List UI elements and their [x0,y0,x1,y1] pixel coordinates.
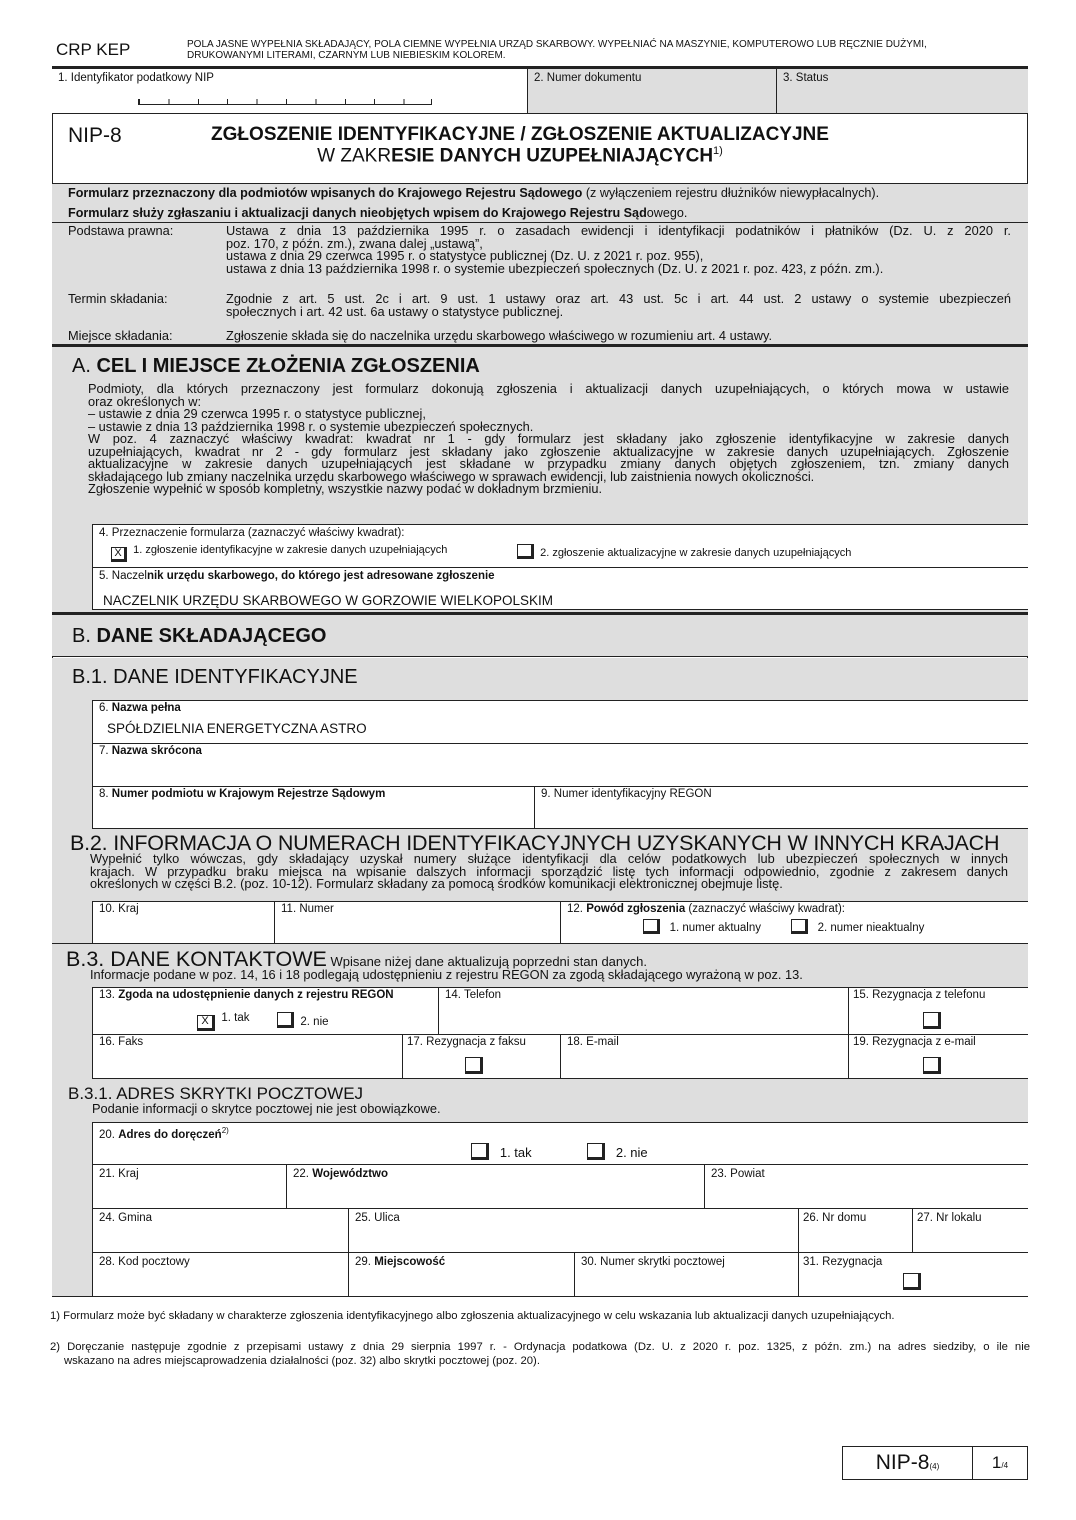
krs-number-label-bold: Numer podmiotu w Krajowym Rejestrze Sądowym [111,788,386,800]
phone-resign-checkbox[interactable] [923,1012,941,1029]
section-b31-title: B.3.1. ADRES SKRYTKI POCZTOWEJ [68,1084,364,1103]
page-number [973,1447,1027,1479]
page-total: /4 [1001,1461,1009,1470]
email-field[interactable] [560,1034,848,1079]
phone-resign-field [848,987,1028,1034]
consent-label-pre: 13. [99,989,119,1001]
footer-form-code [843,1447,973,1479]
intro-line2-rest: owego. [646,206,688,220]
po-box-field[interactable] [574,1252,798,1297]
form-bottom-rule [52,1296,1028,1297]
house-number-label: 26. Nr domu [803,1212,867,1224]
intro-block [52,184,1028,344]
consent-no-label: 2. nie [300,1016,329,1028]
legal-basis-label: Podstawa prawna: [68,223,174,238]
section-b31-info: Podanie informacji o skrytce pocztowej nie jest obowiązkowe. [92,1101,441,1116]
delivery-address-label-bold: Adres do doręczeń [118,1128,222,1141]
section-b1-title: B.1. DANE IDENTYFIKACYJNE [72,666,358,688]
purpose-option-1[interactable] [111,544,447,562]
street-field[interactable] [348,1208,798,1252]
phone-label: 14. Telefon [445,989,502,1001]
short-name-label-bold: Nazwa skrócona [111,745,202,757]
purpose-field [92,524,1028,568]
tax-office-field[interactable] [92,568,1028,610]
short-name-label-pre: 7. [99,745,112,757]
purpose-option-1-checkbox[interactable]: X [111,547,127,562]
tax-office-label-pre: 5. Naczel [99,570,147,582]
municipality-field[interactable] [92,1208,348,1252]
tax-office-label [99,570,495,583]
footer-form-version: (4) [929,1462,940,1471]
section-a-instructions [88,383,1009,496]
deadline-line1: Zgodnie z art. 5 ust. 2c i art. 9 ust. 1 ustawy oraz art. 43 ust. 5c i art. 44 ust. 2 ustawy o systemie ubezpieczeń [226,291,1011,306]
section-b-header [52,615,1028,657]
purpose-option-1-label: 1. zgłoszenie identyfikacyjne w zakresie danych uzupełniających [133,544,448,556]
place-label: Miejsce składania: [68,328,173,343]
apartment-number-label: 27. Nr lokalu [917,1212,982,1224]
short-name-field[interactable] [92,743,1028,786]
fill-instructions-line1: POLA JASNE WYPEŁNIA SKŁADAJĄCY, POLA CIEMNE WYPEŁNIA URZĄD SKARBOWY. WYPEŁNIAĆ NA MASZYNIE, KOMPUTEROWO LUB RĘCZNIE DUŻYMI, [187,39,927,50]
purpose-label: 4. Przeznaczenie formularza (zaznaczyć właściwy kwadrat): [99,527,405,539]
tax-office-label-bold: nik urzędu skarbowego, do którego jest adresowane zgłoszenie [146,570,495,582]
reason-option-1[interactable] [643,919,761,934]
nip-field[interactable] [52,69,528,114]
consent-field [92,987,438,1034]
street-label: 25. Ulica [355,1212,400,1224]
section-a-title-bold: CEL I MIEJSCE ZŁOŻENIA ZGŁOSZENIA [96,355,480,377]
reason-label [567,903,845,916]
deadline-text [226,293,1011,318]
footer-form-name: NIP-8 [875,1451,930,1474]
legal-basis-line3: ustawa z dnia 29 czerwca 1995 r. o statystyce publicznej (Dz. U. z 2021 r. poz. 955), [226,248,704,263]
section-a-line9: Zgłoszenie wypełnić w sposób kompletny, wszystkie nazwy podać w dokładnym brzmieniu. [88,481,602,496]
country-field-b2[interactable] [92,901,274,943]
intro-line2 [68,206,687,220]
section-b3-title-note: Wpisane niżej dane aktualizują poprzedni stan danych. [326,954,647,969]
reason-option-1-checkbox[interactable] [643,919,660,934]
municipality-label: 24. Gmina [99,1212,153,1224]
section-b-title-pre: B. [72,625,97,647]
reason-label-rest: (zaznaczyć właściwy kwadrat): [685,903,845,915]
section-a-line5: W poz. 4 zaznaczyć właściwy kwadrat: kwadrat nr 1 - gdy formularz jest składany jako zgłoszenie identyfikacyjne w zakresie danych [88,431,1009,446]
purpose-option-2[interactable] [517,544,851,559]
district-label: 23. Powiat [711,1168,765,1180]
fill-instructions [187,40,927,61]
reason-label-pre: 12. [567,903,587,915]
footnote-ref-2: 2) [221,1126,229,1135]
page-footer-box [842,1446,1028,1480]
delivery-yes-checkbox[interactable] [471,1143,489,1160]
voivodeship-field[interactable] [286,1164,704,1208]
legal-basis-line1: Ustawa z dnia 13 października 1995 r. o zasadach ewidencji i identyfikacji podatników i płatników (Dz. U. z 2020 r. [226,223,1011,238]
district-field[interactable] [704,1164,1028,1208]
footnote-2 [50,1340,1030,1368]
phone-field[interactable] [438,987,848,1034]
section-a [52,347,1028,612]
status-label: 3. Status [783,72,829,84]
full-name-label-pre: 6. [99,702,112,714]
delivery-address-label-pre: 20. [99,1128,119,1141]
full-name-field[interactable] [92,700,1028,743]
section-b2-title: B.2. INFORMACJA O NUMERACH IDENTYFIKACYJNYCH UZYSKANYCH W INNYCH KRAJACH [70,831,1000,855]
email-resign-checkbox[interactable] [923,1057,941,1074]
title-line2 [170,145,870,167]
country-label-b2: 10. Kraj [99,903,139,915]
title-block [52,114,1028,184]
po-box-label: 30. Numer skrytki pocztowej [581,1256,725,1268]
consent-yes-checkbox[interactable]: X [197,1015,215,1031]
consent-option-no[interactable] [277,1012,329,1028]
krs-number-label-pre: 8. [99,788,112,800]
deadline-label: Termin składania: [68,291,168,306]
phone-resign-label: 15. Rezygnacja z telefonu [853,989,986,1001]
section-b1-header [52,658,1028,700]
email-resign-label: 19. Rezygnacja z e-mail [853,1036,976,1048]
intro-line1-rest: (z wyłączeniem rejestru dłużników niewypłacalnych). [582,186,880,200]
consent-label-bold: Zgoda na udostępnienie danych z rejestru REGON [118,989,394,1001]
section-a-line1: Podmioty, dla których przeznaczony jest formularz dokonują zgłoszenia i aktualizacji danych uzupełniających, o których mowa w ustawie [88,381,1009,396]
delivery-no-checkbox[interactable] [587,1143,605,1160]
section-a-line2: oraz określonych w: [88,393,202,409]
po-box-resign-label: 31. Rezygnacja [803,1256,883,1268]
section-a-line8: składającego lub zmiany naczelnika urzędu skarbowego właściwego w sprawach ewidencji, lub zaistnienia nowych okoliczności. [88,468,815,484]
status-field [777,69,1028,114]
email-resign-field [848,1034,1028,1079]
number-label: 11. Numer [281,903,334,915]
section-a-line3: – ustawie z dnia 29 czerwca 1995 r. o statystyce publicznej, [88,406,426,421]
apartment-number-field[interactable] [912,1208,1028,1252]
delivery-yes-label: 1. tak [499,1145,532,1160]
title-line2-bold: ESIE DANYCH UZUPEŁNIAJĄCYCH [391,145,714,167]
nip-label: 1. Identyfikator podatkowy NIP [58,72,214,84]
house-number-field[interactable] [798,1208,912,1252]
deadline-line2: społecznych i art. 42 ust. 6a ustawy o statystyce publicznej. [226,303,564,319]
footnote-ref-1: 1) [713,145,723,157]
full-name-label-bold: Nazwa pełna [111,702,181,714]
fax-field[interactable] [92,1034,402,1079]
intro-line1 [68,186,879,200]
section-a-title [72,355,480,377]
email-label: 18. E-mail [567,1036,619,1048]
po-box-resign-checkbox[interactable] [903,1273,921,1290]
tax-office-value: NACZELNIK URZĘDU SKARBOWEGO W GORZOWIE WIELKOPOLSKIM [103,593,554,608]
voivodeship-label-pre: 22. [293,1168,313,1180]
section-a-line6: uzupełniających, kwadrat nr 2 - gdy formularz jest składany jako zgłoszenie aktualizacyjne w zakresie danych uzupełniających. Zgłoszenie [88,443,1009,459]
city-label-pre: 29. [355,1256,375,1268]
title-line2-pre: W ZAKR [317,145,392,167]
section-a-line4: – ustawie z dnia 13 października 1998 r. o systemie ubezpieczeń społecznych. [88,418,534,434]
fax-resign-field [402,1034,560,1079]
regon-field[interactable] [534,786,1028,829]
city-field[interactable] [348,1252,574,1297]
delivery-address-field [92,1122,1028,1164]
document-number-field [528,69,777,114]
full-name-label [99,702,181,715]
section-b-title [72,625,326,647]
delivery-no-label: 2. nie [615,1145,648,1160]
purpose-option-2-checkbox[interactable] [517,544,534,559]
section-b3-info: Informacje podane w poz. 14, 16 i 18 podlegają udostępnieniu z rejestru REGON za zgodą składającego wyrażoną w poz. 13. [90,967,803,982]
purpose-option-2-label: 2. zgłoszenie aktualizacyjne w zakresie danych uzupełniających [540,547,852,559]
form-code-title: NIP-8 [68,124,122,147]
fax-resign-checkbox[interactable] [465,1057,483,1074]
consent-option-yes[interactable] [197,1012,250,1031]
consent-yes-label: 1. tak [221,1012,250,1024]
delivery-option-no[interactable] [587,1143,648,1160]
reason-field [560,901,1028,943]
fax-resign-label: 17. Rezygnacja z faksu [407,1036,526,1048]
section-b-title-bold: DANE SKŁADAJĄCEGO [96,625,327,647]
form-code-header: CRP KEP [56,40,131,59]
po-box-resign-field [798,1252,1028,1297]
regon-label: 9. Numer identyfikacyjny REGON [541,788,712,800]
city-label-bold: Miejscowość [374,1256,446,1268]
section-b3-title-main: B.3. DANE KONTAKTOWE [66,947,327,971]
section-b2-instructions [90,853,1008,891]
krs-number-label [99,788,385,801]
delivery-option-yes[interactable] [471,1143,532,1160]
nip-digit-boxes [138,99,432,105]
section-b2-line1: Wypełnić tylko wówczas, gdy składający uzyskał numery służące identyfikacji dla celów podatkowych lub ubezpieczeń społecznych w innych [90,851,1008,866]
title-line1: ZGŁOSZENIE IDENTYFIKACYJNE / ZGŁOSZENIE AKTUALIZACYJNE [211,124,829,145]
reason-option-2[interactable] [791,919,924,934]
fill-instructions-line2: DRUKOWANYMI LITERAMI, CZARNYM LUB NIEBIESKIM KOLOREM. [187,49,506,61]
place-text: Zgłoszenie składa się do naczelnika urzędu skarbowego właściwego w rozumieniu art. 4 ustawy. [226,328,773,343]
number-field[interactable] [274,901,560,943]
intro-line2-bold: Formularz służy zgłaszaniu i aktualizacji danych nieobjętych wpisem do Krajowego Rejestru Sąd [68,206,647,220]
reason-option-2-checkbox[interactable] [791,919,808,934]
reason-option-2-label: 2. numer nieaktualny [817,922,925,934]
postal-code-label: 28. Kod pocztowy [99,1256,190,1268]
footnote-2-line2: wskazano na adres miejscaprowadzenia działalności (poz. 32) albo skrytki pocztowej (poz. 20). [64,1355,540,1367]
document-number-label: 2. Numer dokumentu [534,72,642,84]
legal-basis-line2: poz. 170, z późn. zm.), zwana dalej „ustawą”, [226,235,483,251]
full-name-value: SPÓŁDZIELNIA ENERGETYCZNA ASTRO [107,721,367,736]
page-current: 1 [991,1453,1002,1472]
city-label [355,1256,445,1269]
country-label: 21. Kraj [99,1168,139,1180]
legal-basis-text [226,225,1011,275]
fax-label: 16. Faks [99,1036,144,1048]
consent-no-checkbox[interactable] [277,1012,294,1028]
reason-option-1-label: 1. numer aktualny [669,922,762,934]
reason-label-bold: Powód zgłoszenia [586,903,686,915]
krs-number-field[interactable] [92,786,534,829]
section-b2-line3: określonych w części B.2. (poz. 10-12). Formularz składany za pomocą środków komunikacji elektronicznej obejmuje listę. [90,876,783,891]
delivery-address-label [99,1124,229,1142]
consent-label [99,989,394,1002]
postal-code-field[interactable] [92,1252,348,1297]
footnote-1: 1) Formularz może być składany w charakterze zgłoszenia identyfikacyjnego albo zgłoszenia aktualizacyjnego w celu wskazania lub aktualizacji danych uzupełniających. [50,1310,895,1322]
voivodeship-label-bold: Województwo [312,1168,388,1180]
short-name-label [99,745,202,758]
country-field[interactable] [92,1164,286,1208]
legal-basis-line4: ustawa z dnia 13 października 1998 r. o systemie ubezpieczeń społecznych (Dz. U. z 2021 r. poz. 423, z późn. zm.). [226,260,884,276]
section-b2-line2: krajach. W przypadku braku miejsca na wpisanie dalszych informacji sporządzić listę tych informacji odpowiednio, zgodnie z zakresem danych [90,863,1008,879]
intro-line1-bold: Formularz przeznaczony dla podmiotów wpisanych do Krajowego Rejestru Sądowego [68,186,583,200]
footnote-2-line1: 2) Doręczanie następuje zgodnie z przepisami ustawy z dnia 29 sierpnia 1997 r. - Ordynacja podatkowa (Dz. U. z 2020 r. poz. 1325, z późn. zm.) na adres siedziby, o ile nie [50,1341,1030,1353]
b1-margin [52,700,92,829]
section-a-line7: aktualizacyjne w zakresie danych uzupełniających jest składane w przypadku zmiany danych objętych zgłoszeniem, tzn. zmiany danych [88,456,1009,471]
section-a-title-pre: A. [72,355,97,377]
voivodeship-label [293,1168,388,1181]
